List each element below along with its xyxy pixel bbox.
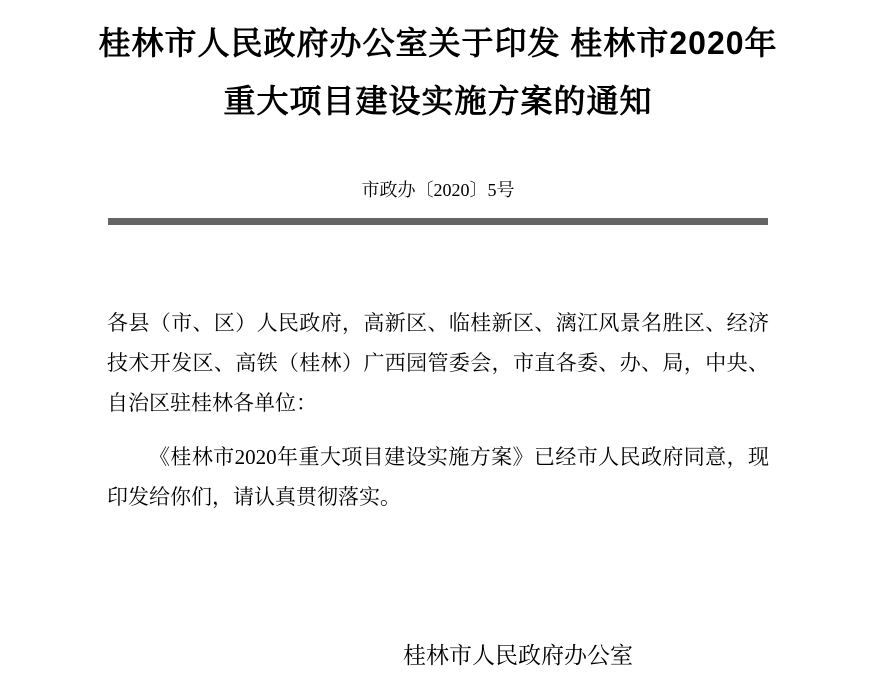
divider-bar: [108, 218, 768, 225]
signature-line: 桂林市人民政府办公室: [403, 643, 633, 668]
document-title-line2: 重大项目建设实施方案的通知: [223, 83, 653, 119]
recipients-paragraph: 各县（市、区）人民政府，高新区、临桂新区、漓江风景名胜区、经济技术开发区、高铁（桂林）广西园管委会，市直各委、办、局，中央、自治区驻桂林各单位：: [107, 311, 769, 415]
document-number: 市政办〔2020〕5号: [361, 180, 515, 200]
document-body: [107, 303, 769, 517]
document-title: [0, 0, 876, 130]
document-title-line1: 桂林市人民政府办公室关于印发 桂林市2020年: [98, 25, 778, 61]
body-paragraph: 《桂林市2020年重大项目建设实施方案》已经市人民政府同意，现印发给你们，请认真贯彻落实。: [107, 445, 769, 509]
